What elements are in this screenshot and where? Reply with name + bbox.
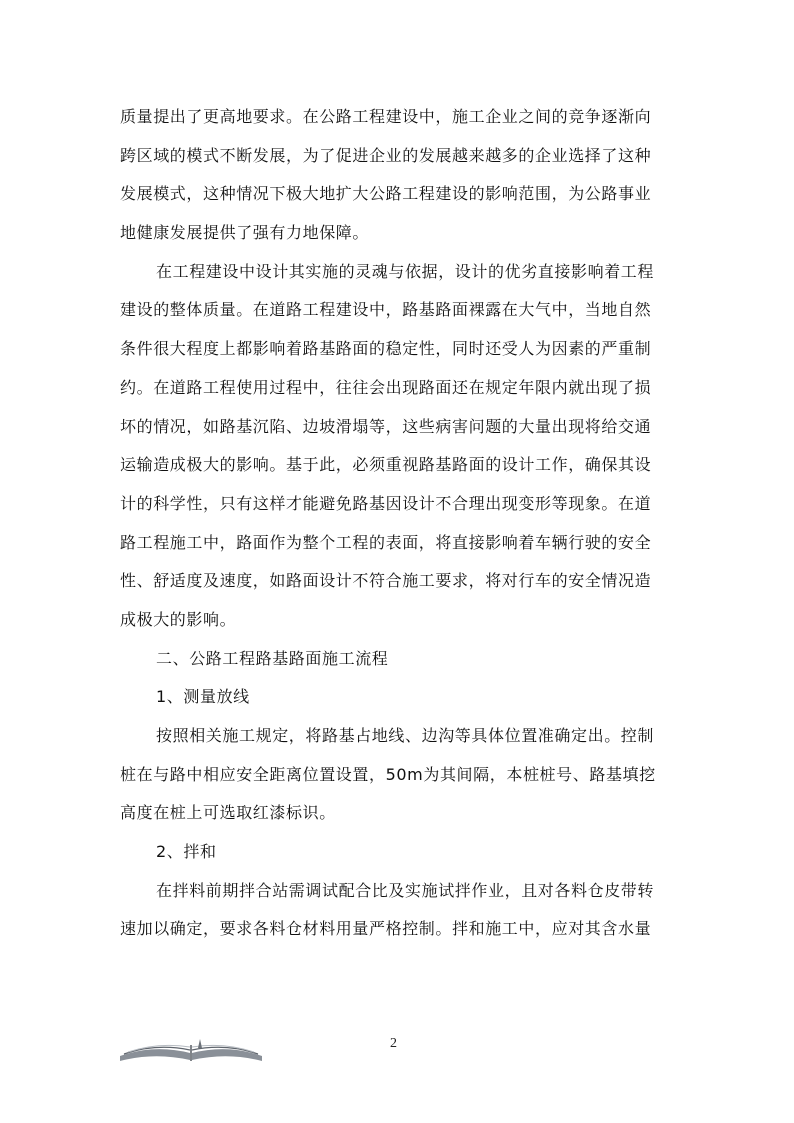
page-number: 2 [390, 1036, 397, 1051]
text-line: 质量提出了更高地要求。在公路工程建设中，施工企业之间的竞争逐渐向 [120, 107, 652, 126]
text-line: 约。在道路工程使用过程中，往往会出现路面还在规定年限内就出现了损 [120, 377, 652, 397]
section-heading: 二、公路工程路基路面施工流程 [156, 648, 389, 668]
text-line: 坏的情况，如路基沉陷、边坡滑塌等，这些病害问题的大量出现将给交通 [120, 416, 652, 436]
text-line: 按照相关施工规定，将路基占地线、边沟等具体位置准确定出。控制 [156, 726, 655, 745]
body-text [120, 98, 680, 949]
text-line: 地健康发展提供了强有力地保障。 [120, 223, 370, 243]
text-line: 运输造成极大的影响。基于此，必须重视路基路面的设计工作，确保其设 [120, 455, 652, 475]
text-line: 高度在桩上可选取红漆标识。 [120, 803, 336, 823]
subsection-heading: 2、拌和 [156, 842, 217, 862]
text-line: 发展模式，这种情况下极大地扩大公路工程建设的影响范围，为公路事业 [120, 184, 652, 204]
text-line: 路工程施工中，路面作为整个工程的表面，将直接影响着车辆行驶的安全 [120, 532, 652, 552]
text-line: 条件很大程度上都影响着路基路面的稳定性，同时还受人为因素的严重制 [120, 339, 652, 359]
text-line: 建设的整体质量。在道路工程建设中，路基路面裸露在大气中，当地自然 [120, 300, 652, 320]
text-line: 速加以确定，要求各料仓材料用量严格控制。拌和施工中，应对其含水量 [120, 919, 652, 939]
text-line: 在工程建设中设计其实施的灵魂与依据，设计的优劣直接影响着工程 [156, 261, 655, 281]
text-line: 性、舒适度及速度，如路面设计不符合施工要求，将对行车的安全情况造 [120, 571, 652, 591]
open-book-icon [118, 1036, 264, 1062]
text-line: 桩在与路中相应安全距离位置设置，50m为其间隔，本桩桩号、路基填挖 [120, 764, 656, 784]
text-line: 在拌料前期拌合站需调试配合比及实施试拌作业，且对各料仓皮带转 [156, 880, 655, 900]
text-line: 跨区域的模式不断发展，为了促进企业的发展越来越多的企业选择了这种 [120, 145, 652, 165]
subsection-heading: 1、测量放线 [156, 687, 250, 707]
text-line: 成极大的影响。 [120, 609, 237, 629]
text-line: 计的科学性，只有这样才能避免路基因设计不合理出现变形等现象。在道 [120, 493, 652, 513]
